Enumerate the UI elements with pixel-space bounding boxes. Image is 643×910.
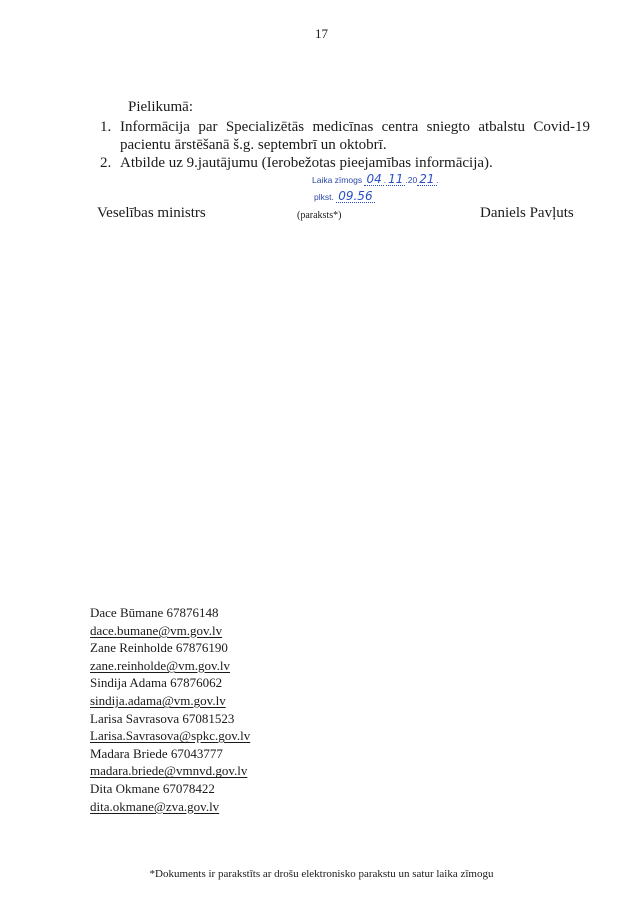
contact-line: Madara Briede 67043777 bbox=[90, 745, 223, 761]
annex-item bbox=[100, 118, 590, 154]
contact-email-link[interactable]: dita.okmane@zva.gov.lv bbox=[90, 798, 220, 814]
contact-line: Sindija Adama 67876062 bbox=[90, 675, 223, 691]
contact-email-link[interactable]: zane.reinholde@vm.gov.lv bbox=[90, 657, 231, 673]
annex-item-text: Atbilde uz 9.jautājumu (Ierobežotas pieejamības informācija). bbox=[120, 155, 493, 171]
time-stamp-time bbox=[314, 190, 375, 203]
signature-footnote: *Dokuments ir parakstīts ar drošu elektronisko parakstu un satur laika zīmogu bbox=[149, 868, 494, 880]
contact-email-link[interactable]: madara.briede@vmnvd.gov.lv bbox=[90, 763, 248, 779]
annex-item bbox=[100, 154, 590, 172]
page-number: 17 bbox=[315, 26, 328, 41]
contact-email-link[interactable]: sindija.adama@vm.gov.lv bbox=[90, 692, 226, 708]
annex-item-number: 1. bbox=[100, 119, 112, 135]
contact-email-link[interactable]: Larisa.Savrasova@spkc.gov.lv bbox=[90, 728, 251, 744]
time-stamp-time-label: plkst. bbox=[314, 192, 334, 202]
annex-item-number: 2. bbox=[100, 155, 112, 171]
annex-item-text: Informācija par Specializētās medicīnas centra sniegto atbalstu Covid-19 pacientu ārstēšanā š.g. septembrī un oktobrī. bbox=[120, 119, 590, 153]
time-stamp-year-prefix: 20 bbox=[407, 175, 418, 185]
time-stamp-year: 21 bbox=[419, 172, 435, 186]
signature-mark: (paraksts*) bbox=[297, 210, 342, 221]
time-stamp-date: Laika zīmogs 04 . 11 .20 21 . bbox=[312, 172, 439, 186]
annex-list bbox=[100, 118, 590, 172]
contact-line: Dace Būmane 67876148 bbox=[90, 605, 219, 620]
contact-line: Larisa Savrasova 67081523 bbox=[90, 710, 235, 726]
minister-title: Veselības ministrs bbox=[97, 205, 206, 221]
contact-line: Dita Okmane 67078422 bbox=[90, 780, 215, 796]
annex-label: Pielikumā: bbox=[128, 99, 193, 115]
contact-email-link[interactable]: dace.bumane@vm.gov.lv bbox=[90, 622, 223, 638]
minister-name: Daniels Pavļuts bbox=[480, 205, 574, 221]
time-stamp-label: Laika zīmogs bbox=[312, 175, 363, 185]
time-stamp-month: 11 bbox=[388, 172, 404, 186]
contact-line: Zane Reinholde 67876190 bbox=[90, 640, 228, 656]
time-stamp-day: 04 bbox=[366, 172, 382, 186]
time-stamp-time-value: 09.56 bbox=[338, 189, 373, 203]
contacts-block bbox=[90, 604, 250, 815]
